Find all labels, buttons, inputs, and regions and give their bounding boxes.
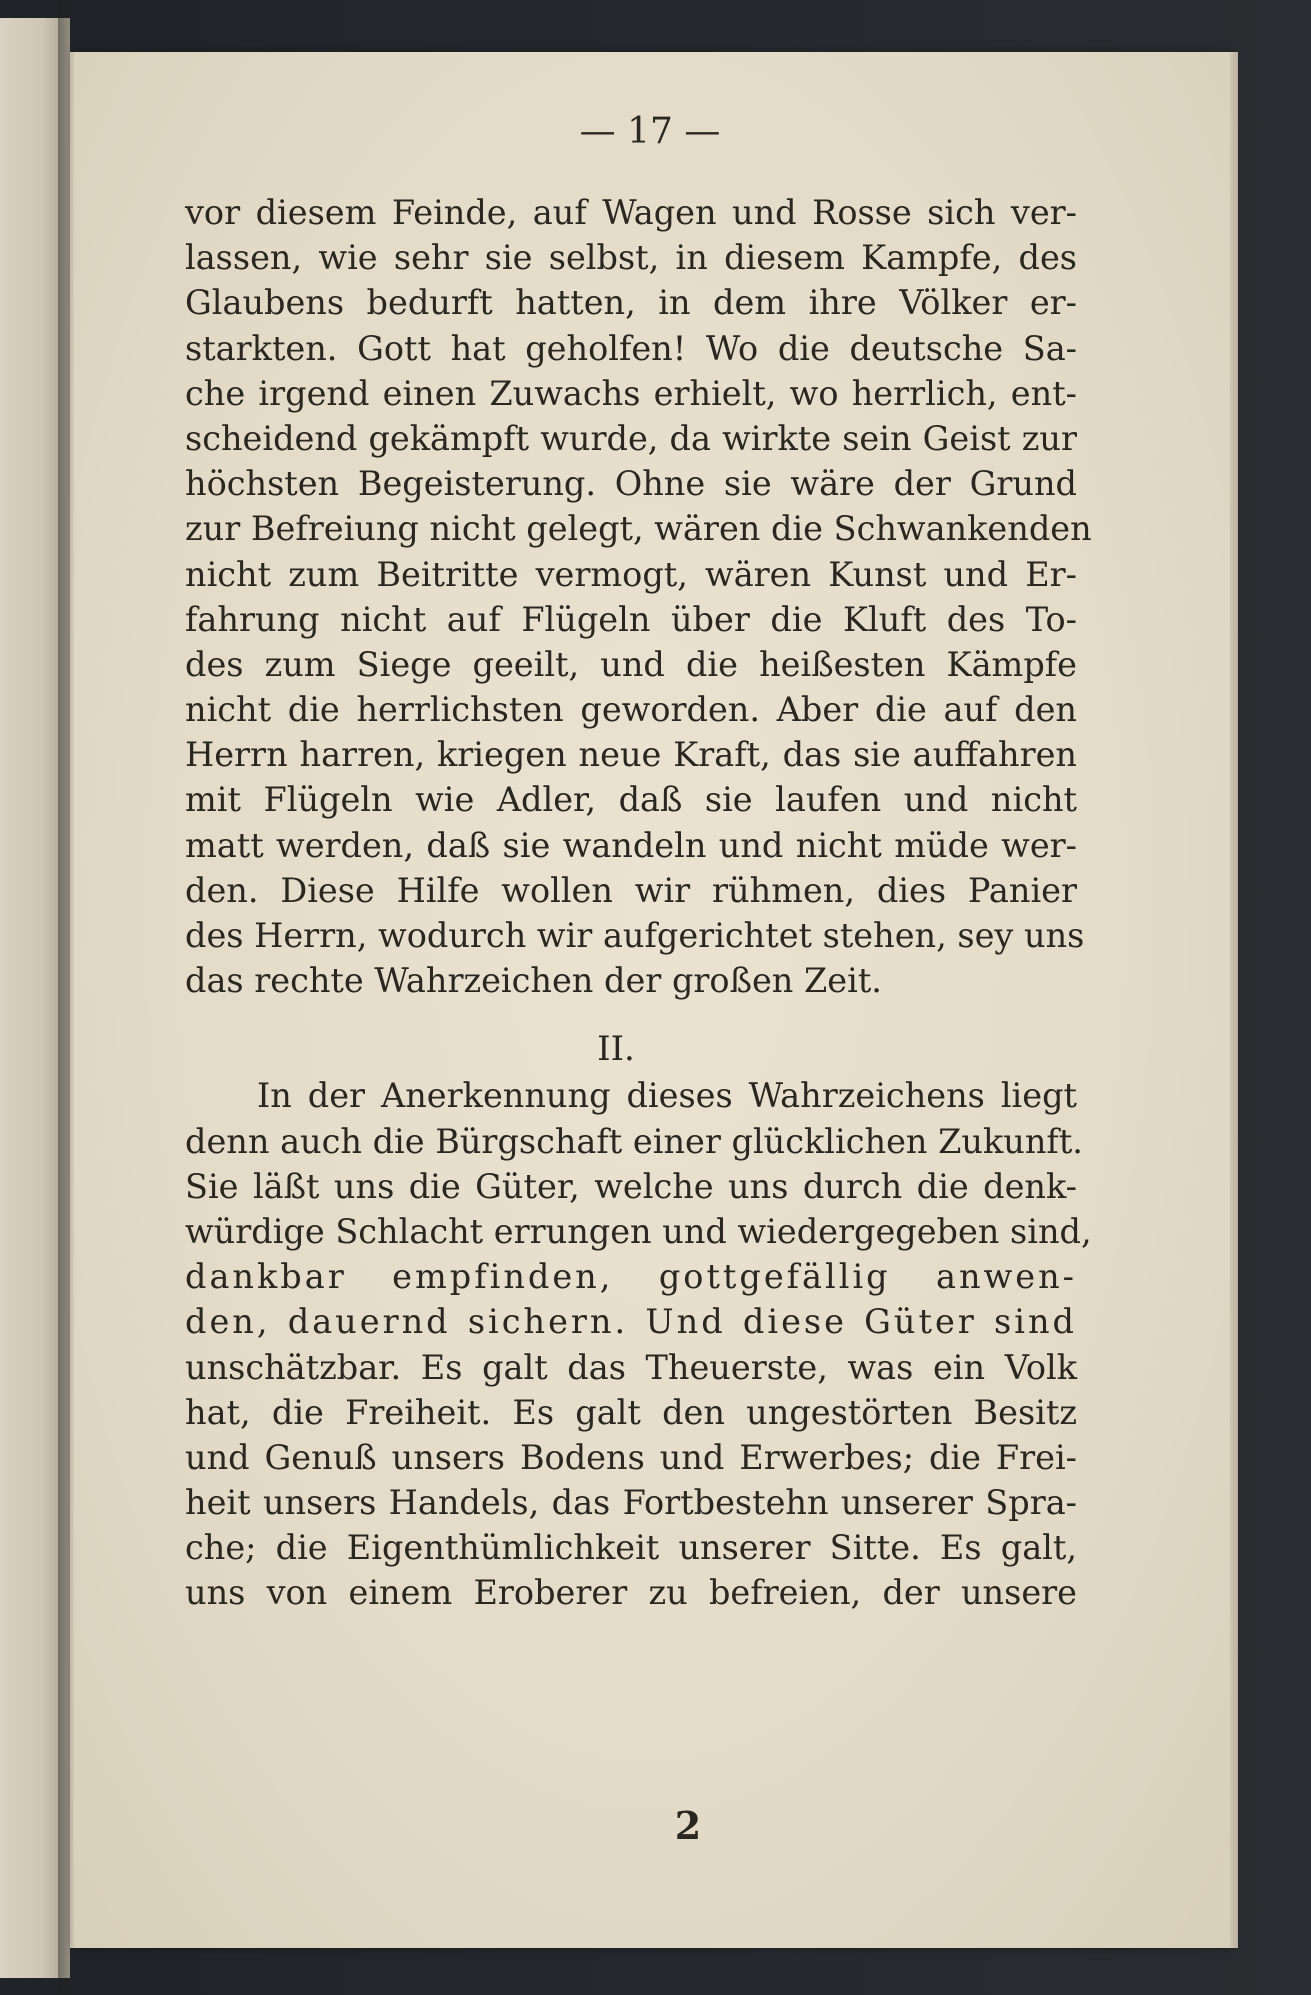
page-fore-edge — [1230, 52, 1238, 1948]
text-line: nicht zum Beitritte vermogt, wären Kunst und Er- — [185, 554, 1077, 594]
text-line: des Herrn, wodurch wir aufgerichtet stehen, sey uns — [185, 916, 1085, 955]
text-line: das rechte Wahrzeichen der großen Zeit. — [185, 961, 882, 1001]
text-line: dankbar empfinden, gottgefällig anwen- — [185, 1257, 1077, 1297]
text-line: den. Diese Hilfe wollen wir rühmen, dies Panier — [185, 870, 1077, 910]
page-number-header: — 17 — — [579, 111, 721, 152]
text-line: heit unsers Handels, das Fortbestehn unserer Spra- — [185, 1483, 1077, 1523]
text-line: starkten. Gott hat geholfen! Wo die deutsche Sa- — [185, 328, 1077, 368]
text-line: zur Befreiung nicht gelegt, wären die Schwankenden — [185, 509, 1092, 549]
text-line: matt werden, daß sie wandeln und nicht müde wer- — [185, 825, 1077, 865]
text-line: che irgend einen Zuwachs erhielt, wo herrlich, ent- — [185, 373, 1077, 413]
text-line: und Genuß unsers Bodens und Erwerbes; die Frei- — [185, 1437, 1077, 1477]
text-line: fahrung nicht auf Flügeln über die Kluft des To- — [185, 599, 1077, 639]
signature-mark-text: 2 — [674, 1803, 702, 1848]
text-line: lassen, wie sehr sie selbst, in diesem Kampfe, des — [185, 238, 1077, 278]
text-line: würdige Schlacht errungen und wiedergegeben sind, — [185, 1211, 1092, 1251]
text-line: vor diesem Feinde, auf Wagen und Rosse sich ver- — [185, 193, 1077, 232]
text-line: scheidend gekämpft wurde, da wirkte sein Geist zur — [185, 418, 1077, 458]
text-line: den, dauernd sichern. Und diese Güter sind — [185, 1302, 1077, 1342]
text-line: unschätzbar. Es galt das Theuerste, was ein Volk — [185, 1347, 1077, 1387]
text-line: che; die Eigenthümlichkeit unserer Sitte. Es galt, — [185, 1528, 1077, 1568]
text-line: Glaubens bedurft hatten, in dem ihre Völker er- — [185, 283, 1077, 323]
text-line: höchsten Begeisterung. Ohne sie wäre der Grund — [185, 464, 1077, 504]
text-line: des zum Siege geeilt, und die heißesten Kämpfe — [185, 644, 1077, 684]
book-gutter — [58, 0, 74, 1995]
page-text — [185, 190, 1092, 1616]
text-line: uns von einem Eroberer zu befreien, der unsere — [185, 1573, 1077, 1613]
section-heading: II. — [597, 1029, 635, 1070]
text-line: In der Anerkennung dieses Wahrzeichens liegt — [257, 1076, 1077, 1116]
text-line: Herrn harren, kriegen neue Kraft, das sie auffahren — [185, 735, 1077, 775]
text-line: denn auch die Bürgschaft einer glücklichen Zukunft. — [185, 1121, 1083, 1161]
text-line: Sie läßt uns die Güter, welche uns durch die denk- — [185, 1166, 1077, 1206]
text-line: hat, die Freiheit. Es galt den ungestörten Besitz — [185, 1392, 1077, 1432]
text-line: nicht die herrlichsten geworden. Aber die auf den — [185, 690, 1077, 730]
paragraph-1 — [185, 190, 1092, 1003]
text-line: mit Flügeln wie Adler, daß sie laufen und nicht — [185, 780, 1077, 820]
paragraph-2 — [185, 1073, 1092, 1615]
signature-mark — [70, 1800, 1230, 1852]
